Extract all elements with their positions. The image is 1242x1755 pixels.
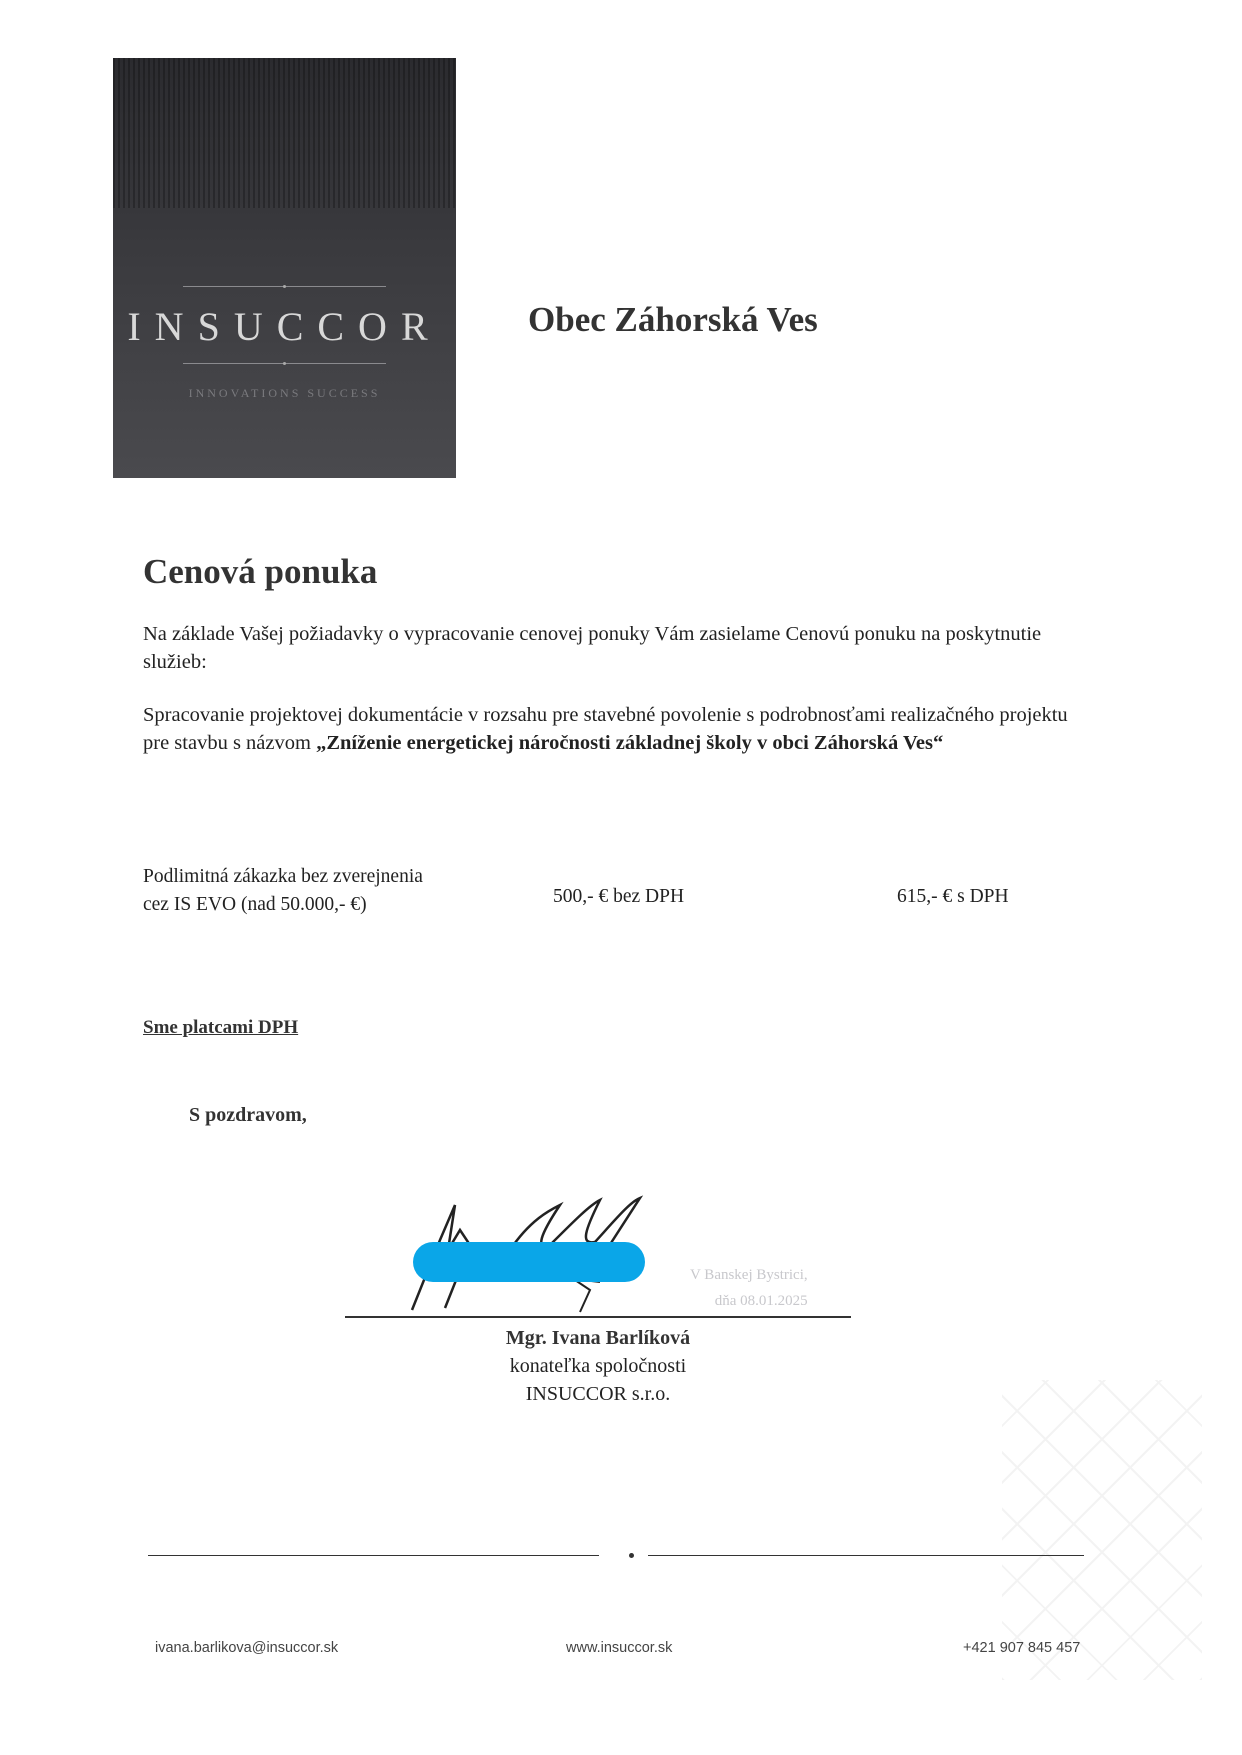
logo-bottom-dot: [283, 362, 286, 365]
tender-type: [143, 863, 503, 919]
signature-redaction: [413, 1242, 645, 1282]
footer-rule-left: [148, 1555, 599, 1556]
tender-type-line2: cez IS EVO (nad 50.000,- €): [143, 894, 367, 915]
stamp-place: V Banskej Bystrici,: [690, 1267, 808, 1283]
intro-paragraph: Na základe Vašej požiadavky o vypracovanie cenovej ponuky Vám zasielame Cenovú ponuku na poskytnutie služieb:: [143, 623, 1042, 673]
logo-texture: [113, 58, 456, 208]
scope-paragraph: [143, 701, 1093, 757]
document-title: Cenová ponuka: [143, 552, 378, 591]
logo-top-dot: [283, 285, 286, 288]
logo-tagline: INNOVATIONS SUCCESS: [188, 386, 381, 400]
project-name: „Zníženie energetickej náročnosti základnej školy v obci Záhorská Ves“: [316, 732, 944, 754]
footer-phone: +421 907 845 457: [963, 1640, 1081, 1656]
signer-company: INSUCCOR s.r.o.: [525, 1383, 671, 1405]
scope-text: Spracovanie projektovej dokumentácie v rozsahu pre stavebné povolenie s podrobnosťami realizačného projektu pre stavbu s názvom: [143, 704, 1068, 754]
background-pattern: [1002, 1380, 1202, 1680]
closing-greeting: S pozdravom,: [189, 1104, 307, 1126]
signer-name: Mgr. Ivana Barlíková: [505, 1327, 691, 1349]
footer-rule-right: [648, 1555, 1084, 1556]
footer-divider-dot: [629, 1553, 634, 1558]
vat-payer-note: Sme platcami DPH: [143, 1017, 299, 1038]
price-without-vat: 500,- € bez DPH: [553, 886, 685, 907]
footer-website[interactable]: www.insuccor.sk: [566, 1640, 673, 1656]
price-with-vat: 615,- € s DPH: [897, 886, 1009, 907]
company-logo: [113, 58, 456, 478]
tender-type-line1: Podlimitná zákazka bez zverejnenia: [143, 866, 423, 887]
logo-wordmark: INSUCCOR: [127, 304, 442, 349]
signature-line: [345, 1316, 851, 1318]
recipient-name: Obec Záhorská Ves: [528, 300, 818, 339]
stamp-date: dňa 08.01.2025: [714, 1293, 808, 1309]
signer-block: [345, 1324, 851, 1408]
signer-role: konateľka spoločnosti: [509, 1355, 687, 1377]
footer-email[interactable]: ivana.barlikova@insuccor.sk: [155, 1640, 339, 1656]
